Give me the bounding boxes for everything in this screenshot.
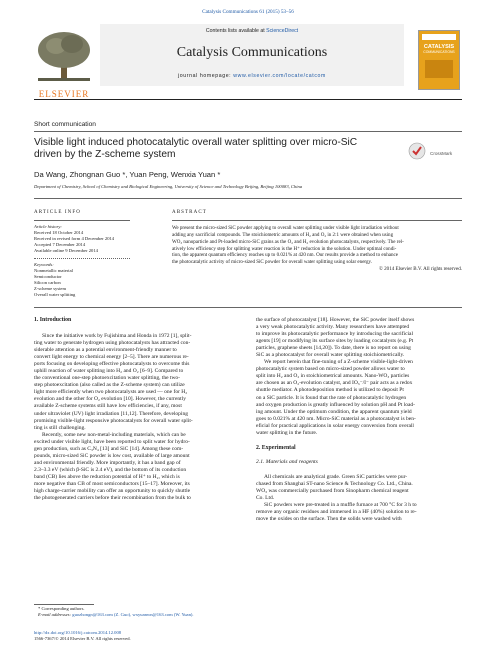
experimental-paragraph-2: SiC powders were pre-treated in a muffle furnace at 700 °C for 3 h to remove any organic residues and immersed in a HF (40%) solution to re- move the oxides on the surface. Then the solids were washed with xyxy=(256,501,417,523)
type-rule xyxy=(34,131,462,132)
publisher-logo-text: ELSEVIER xyxy=(38,89,90,99)
keyword-item: Z-scheme system xyxy=(34,286,67,291)
copyright: © 2014 Elsevier B.V. All rights reserved. xyxy=(379,266,462,273)
journal-header xyxy=(34,24,462,100)
intro-paragraph-4: We report herein that fine-tuning of a Z-scheme visible-light-driven photocatalytic system based on micro-sized powder allows water to split into H₂ and O₂ in stoichiometrical amounts. Nano-WO₃ particles are chosen as an O₂-evolution catalyst, and IO₃⁻/I⁻ pair acts as a redox shuttle mediator. A photodeposition method is utilized to deposit Pt on a SiC particle. It is found that the rate of photocatalytic hydrogen and oxygen production is greatly influenced by solution pH and Pt load- ing amount. Under the optimum condition, the apparent quantum yield goes to 0.021% at 420 nm. Micro-SiC material as a photocatalyst is ben- eficial for practical applications in solar energy conversion from overall water splitting in the future. xyxy=(256,359,416,436)
history-item: Accepted 7 December 2014 xyxy=(34,242,86,247)
crossmark-badge[interactable]: CrossMark xyxy=(408,142,458,160)
intro-paragraph-1: Since the initiative work by Fujishima and Honda in 1972 [1], split- ting water to generate hydrogen using photocatalysts has attracted con- siderable attention as a potential environment-friendly manner to convert light energy to chemical energy [2–5]. There are numerous re- ports focusing on developing effective photocatalysts to overcome this uphill reaction of water splitting into H₂ and O₂ [6–9]. Compared to the conventional one-step photoexcitation water splitting, the two- step photoexcitation (also called as the Z-scheme system) can utilize light more efficiently when two photocatalysts are used — one for H₂ evolution and the other for O₂ evolution [10]. However, the currently available Z-scheme systems still have low efficiencies, if any, most under ultraviolet (UV) light irradiation [11,12]. Therefore, developing promising visible-light responsive photocatalysts for overall water split- ting is still challenging. xyxy=(34,333,193,431)
footnote: * Corresponding authors. E-mail addresses: guozhongn@163.com (Z. Guo), wxyuanwn@163.com (W. Yuan). xyxy=(38,606,194,617)
abstract-bottom-rule xyxy=(34,307,462,308)
keyword-item: Overall water splitting xyxy=(34,292,76,297)
article-history: Article history: Received 18 October 2014 Received in revised form 4 December 2014 Accepted 7 December 2014 Available online 9 December 2014 xyxy=(34,224,144,254)
experimental-paragraph-1: All chemicals are analytical grade. Green SiC particles were pur- chased from Shanghai ST-nano Science & Technology Co. Ltd., China. WO₃ was commercially purchased from Sinopharm chemical reagent Co. Ltd. xyxy=(256,473,413,501)
left-column xyxy=(34,317,240,502)
issn-line: 1566-7367/© 2014 Elsevier B.V. All rights reserved. xyxy=(34,636,131,641)
subsection-title: 2.1. Materials and reagents xyxy=(256,458,318,465)
history-rule xyxy=(34,258,130,259)
article-info-rule xyxy=(34,220,130,221)
section-title: 2. Experimental xyxy=(256,444,296,451)
elsevier-logo[interactable] xyxy=(34,28,94,99)
doi-link[interactable]: http://dx.doi.org/10.1016/j.catcom.2014.12.008 xyxy=(34,630,122,635)
history-item: Received 18 October 2014 xyxy=(34,230,84,235)
keywords: Keywords: Nonmetallic material Semiconductor Silicon carbon Z-scheme system Overall water splitting xyxy=(34,262,144,298)
abstract-heading: ABSTRACT xyxy=(172,210,207,215)
email-links[interactable]: guozhongn@163.com (Z. Guo), wxyuanwn@163.com (W. Yuan). xyxy=(72,612,194,617)
article-title: Visible light induced photocatalytic overall water splitting over micro-SiC driven by the Z-scheme system xyxy=(34,137,358,161)
affiliation: Department of Chemistry, School of Chemistry and Biological Engineering, University of Science and Technology Beijing, Beijing 100083, China xyxy=(34,184,303,189)
header-rule xyxy=(34,99,462,100)
article-type: Short communication xyxy=(34,121,96,128)
journal-title: Catalysis Communications xyxy=(176,44,328,60)
section-title: 1. Introduction xyxy=(34,317,72,323)
authors: Da Wang, Zhongnan Guo *, Yuan Peng, Wenxia Yuan * xyxy=(34,170,221,179)
intro-paragraph-2: Recently, some new non-metal-including materials, which can be excited under visible light, have been reported to split water for hydro- gen production, such as C₃N₄ [13] and SiC [14]. Among these com- pounds, micro-sized SiC powder is low cost, available of large amount and environmental friendly. More importantly, it has a band gap of 2.3–3.3 eV (which β-SiC is 2.4 eV), and the bottom of its conduction band (CB) lies above the reduction potential of H⁺ to H₂, which is more negative than CB of most semiconductors [15–17]. Moreover, its high charge-carrier mobility can offer an opportunity to quickly shuttle the photogenerated carriers before their recombination from the bulk to xyxy=(34,431,191,502)
cover-title: CATALYSIS xyxy=(423,44,455,50)
homepage-link[interactable]: www.elsevier.com/locate/catcom xyxy=(233,72,326,79)
doi-block xyxy=(34,630,244,642)
article-info-heading: ARTICLE INFO xyxy=(34,210,81,215)
footnote-rule xyxy=(34,604,94,605)
abstract-rule xyxy=(172,220,462,221)
right-column xyxy=(256,317,462,523)
contents-line: Contents lists available at ScienceDirect xyxy=(205,28,299,34)
journal-reference[interactable]: Catalysis Communications 61 (2015) 53–56 xyxy=(202,9,294,15)
header-band xyxy=(100,24,404,86)
sciencedirect-link[interactable]: ScienceDirect xyxy=(266,28,299,34)
keyword-item: Semiconductor xyxy=(34,274,62,279)
homepage-line: journal homepage: www.elsevier.com/locate/catcom xyxy=(178,72,326,79)
abstract-text: We present the micro-sized SiC powder applying to overall water splitting under visible light irradiation without adding any sacrificial compounds. The stoichiometric amounts of H₂ and O₂ in 2:1 were obtained when using WO₃ nanoparticle and Pt-loaded micro-SiC grains as the O₂ and H₂ evolution photocatalysts, respectively. The rel- atively low efficiency step for splitting water reaction is the H⁺ reduction in the solution. Under optimal condi- tion, the apparent quantum efficiency reaches up to 0.021% at 420 nm. Our results provide a method to enhance the photocatalytic activity of micro-sized SiC powder for overall water splitting using solar energy. © 2014 Elsevier B.V. All rights reserved. xyxy=(172,225,462,273)
keyword-item: Nonmetallic material xyxy=(34,268,73,273)
crossmark-icon xyxy=(408,142,426,160)
history-item: Available online 9 December 2014 xyxy=(34,248,98,253)
intro-paragraph-3: the surface of photocatalyst [18]. However, the SiC powder itself shows a very weak photocatalytic activity. Many researchers have attempted to improve its photocatalytic performance by introducing the sacrificial agents [19] or modifying its surface sites by loading cocatalysts (e.g. Pt particles, graphene sheets [14,20]). To date, there is no report on using SiC as a photocatalyst for overall water splitting stoichiometrically. xyxy=(256,317,415,359)
cover-subtitle: COMMUNICATIONS xyxy=(423,50,455,54)
keyword-item: Silicon carbon xyxy=(34,280,61,285)
affiliation-rule xyxy=(34,198,462,199)
journal-cover-thumbnail[interactable] xyxy=(418,30,460,90)
elsevier-tree-icon xyxy=(34,28,94,84)
history-item: Received in revised form 4 December 2014 xyxy=(34,236,115,241)
